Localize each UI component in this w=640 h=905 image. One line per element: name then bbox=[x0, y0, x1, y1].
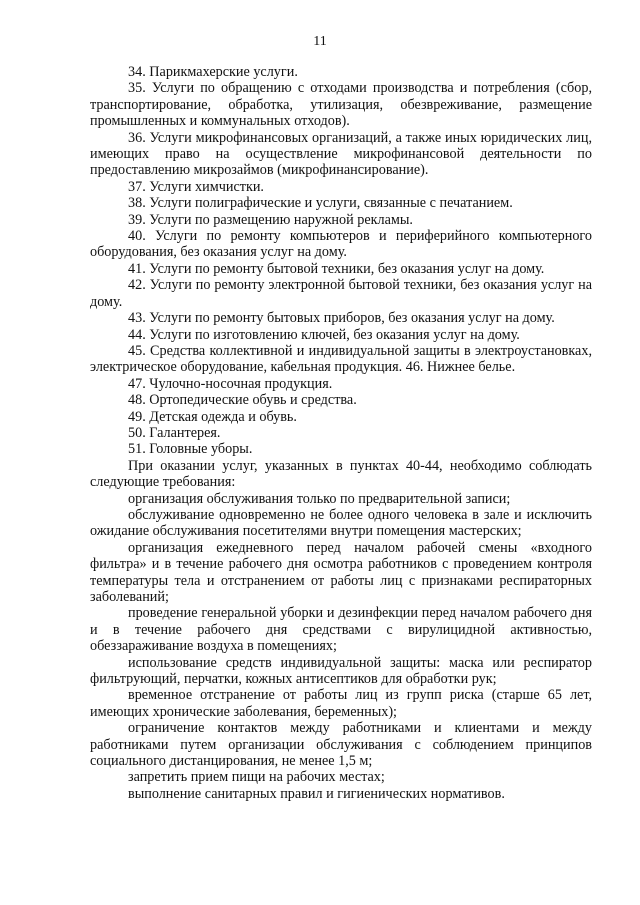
paragraph-item-51: 51. Головные уборы. bbox=[128, 441, 253, 458]
paragraph-item-44: 44. Услуги по изготовлению ключей, без оказания услуг на дому. bbox=[128, 326, 520, 343]
paragraph-item-38: 38. Услуги полиграфические и услуги, связанные с печатанием. bbox=[128, 195, 513, 212]
requirement-item: обслуживание одновременно не более одного человека в зале и исключить ожидание обслуживания посетителями внутри помещения мастерских; bbox=[90, 506, 592, 540]
paragraph-item-35: 35. Услуги по обращению с отходами производства и потребления (сбор, транспортирование, обработка, утилизация, обезвреживание, размещение промышленных и коммунальных отходов). bbox=[90, 80, 592, 130]
requirement-item: запретить прием пищи на рабочих местах; bbox=[128, 769, 385, 786]
page-number: 11 bbox=[313, 34, 327, 49]
paragraph-item-36: 36. Услуги микрофинансовых организаций, а также иных юридических лиц, имеющих право на осуществление микрофинансовой деятельности по предоставлению микрозаймов (микрофинансирование). bbox=[90, 129, 592, 179]
paragraph-item-49: 49. Детская одежда и обувь. bbox=[128, 408, 297, 425]
paragraph-item-37: 37. Услуги химчистки. bbox=[128, 178, 264, 195]
requirement-item: выполнение санитарных правил и гигиенических нормативов. bbox=[128, 785, 505, 802]
requirement-item: организация ежедневного перед началом рабочей смены «входного фильтра» и в течение рабочего дня осмотра работников с проведением контроля температуры тела и отстранением от работы лиц с признаками респираторных заболеваний; bbox=[90, 539, 592, 605]
requirement-item: организация обслуживания только по предварительной записи; bbox=[128, 490, 511, 507]
paragraph-item-47: 47. Чулочно-носочная продукция. bbox=[128, 375, 333, 392]
paragraph-item-42: 42. Услуги по ремонту электронной бытовой техники, без оказания услуг на дому. bbox=[90, 277, 592, 310]
requirement-item: проведение генеральной уборки и дезинфекции перед началом рабочего дня и в течение рабочего дня средствами с вирулицидной активностью, обеззараживание воздуха в помещениях; bbox=[90, 605, 592, 655]
paragraph-item-50: 50. Галантерея. bbox=[128, 424, 221, 441]
paragraph-item-43: 43. Услуги по ремонту бытовых приборов, без оказания услуг на дому. bbox=[128, 310, 555, 327]
paragraph-item-45-46: 45. Средства коллективной и индивидуальной защиты в электроустановках, электрическое оборудование, кабельная продукция. 46. Нижнее белье. bbox=[90, 342, 592, 376]
paragraph-item-48: 48. Ортопедические обувь и средства. bbox=[128, 392, 357, 409]
paragraph-item-34: 34. Парикмахерские услуги. bbox=[128, 64, 298, 80]
requirement-item: временное отстранение от работы лиц из групп риска (старше 65 лет, имеющих хронические заболевания, беременных); bbox=[90, 687, 592, 720]
paragraph-item-39: 39. Услуги по размещению наружной рекламы. bbox=[128, 211, 413, 228]
requirement-item: ограничение контактов между работниками и клиентами и между работниками путем организации обслуживания с соблюдением принципов социального дистанцирования, не менее 1,5 м; bbox=[90, 720, 592, 770]
paragraph-item-41: 41. Услуги по ремонту бытовой техники, без оказания услуг на дому. bbox=[128, 260, 545, 277]
requirements-intro: При оказании услуг, указанных в пунктах 40-44, необходимо соблюдать следующие требования: bbox=[90, 457, 592, 491]
document-body bbox=[90, 64, 592, 802]
paragraph-item-40: 40. Услуги по ремонту компьютеров и периферийного компьютерного оборудования, без оказания услуг на дому. bbox=[90, 228, 592, 261]
requirement-item: использование средств индивидуальной защиты: маска или респиратор фильтрующий, перчатки, кожных антисептиков для обработки рук; bbox=[90, 654, 592, 688]
